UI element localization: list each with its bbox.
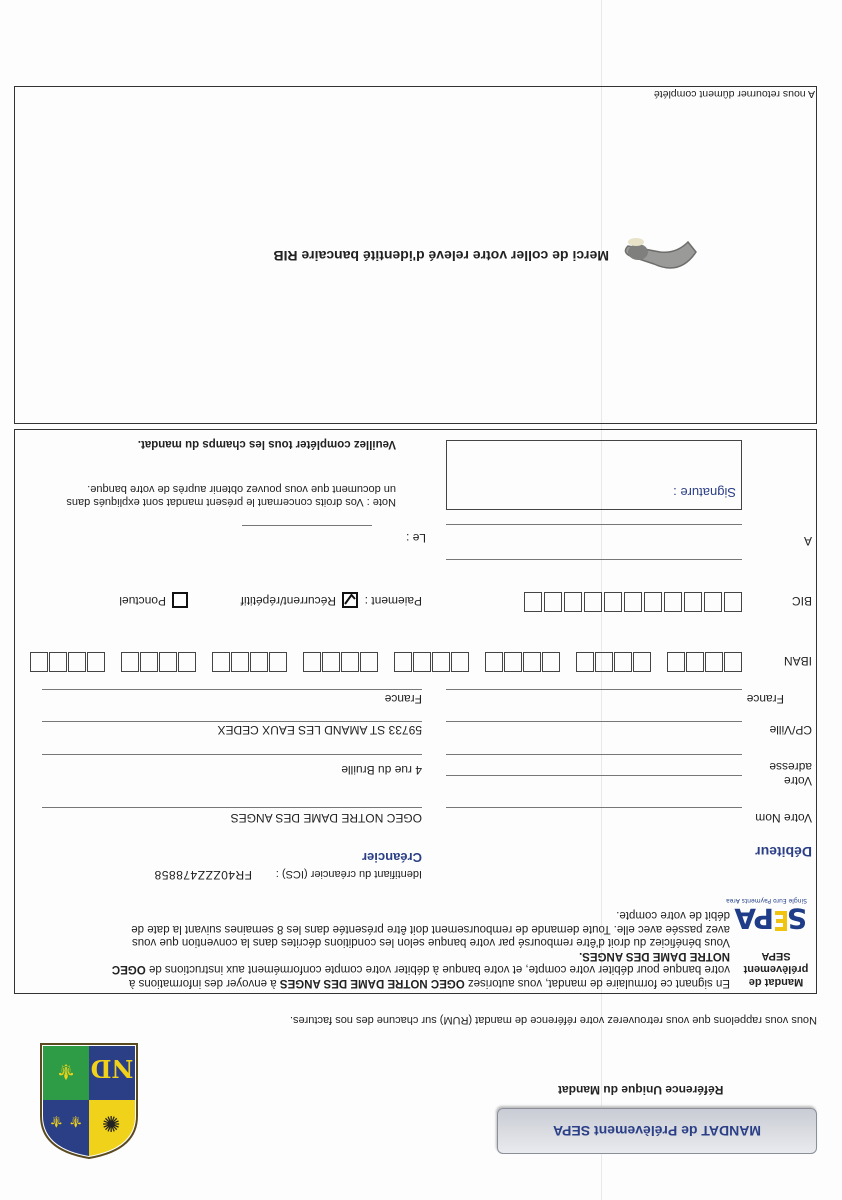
place-field[interactable]: [446, 559, 742, 560]
creditor-heading: Créancier: [362, 850, 422, 865]
name-label: Votre Nom: [755, 811, 812, 825]
paperclip-icon: [620, 229, 700, 282]
iban-label: IBAN: [783, 654, 812, 668]
one-off-label: Ponctuel: [119, 594, 166, 608]
creditor-country: France: [384, 692, 422, 706]
place-label: A: [803, 534, 812, 548]
ics-value: FR40ZZZ478858: [154, 868, 252, 882]
title-box: [497, 1108, 817, 1154]
place-field-2[interactable]: [446, 524, 742, 525]
bic-label: BIC: [791, 594, 812, 608]
divider: [42, 721, 422, 722]
recurring-label: Récurrent/répétitif: [240, 594, 336, 608]
mandate-label-line: Mandat de: [748, 976, 804, 988]
bic-input[interactable]: [512, 590, 742, 612]
divider: [42, 807, 422, 808]
creditor-city: 59733 ST AMAND LES EAUX CEDEX: [217, 723, 422, 737]
signature-label: Signature :: [673, 485, 736, 500]
ics-label: Identifiant du créancier (ICS) :: [275, 868, 422, 880]
legal-part: En signant ce formulaire de mandat, vous autorisez: [464, 977, 730, 989]
country-field[interactable]: [446, 689, 742, 690]
complete-all-notice: Veuillez compléter tous les champs du mandat.: [137, 438, 396, 450]
sepa-logo: [726, 892, 807, 937]
debtor-heading: Débiteur: [755, 844, 812, 860]
creditor-address: 4 rue du Bruille: [341, 763, 422, 777]
sepa-subtitle: Single Euro Payments Area: [726, 897, 807, 904]
recurring-checkbox[interactable]: [342, 592, 358, 608]
address-label-line: adresse: [769, 760, 812, 774]
mandate-label-line: prélèvement: [743, 963, 809, 975]
name-field[interactable]: [446, 807, 742, 808]
mandate-label-line: SEPA: [761, 950, 791, 962]
rum-label: Référence Unique du Mandat: [558, 1083, 724, 1097]
mandate-label: [735, 949, 817, 988]
creditor-name: OGEC NOTRE DAME DES ANGES: [230, 811, 422, 825]
date-field[interactable]: [242, 525, 372, 526]
address-label: [769, 760, 812, 788]
debtor-country: France: [746, 692, 784, 706]
svg-text:PA: PA: [734, 902, 774, 935]
legal-part: à envoyer des informations à votre banque pour débiter votre compte, et votre banque à débiter votre compte conformément aux instructions de: [128, 963, 730, 989]
school-logo: [37, 1037, 141, 1160]
address-field[interactable]: [446, 775, 742, 776]
city-label: CP/Ville: [769, 723, 812, 737]
payment-label: Paiement :: [364, 594, 422, 608]
legal-creditor-name: OGEC NOTRE DAME DES ANGES: [279, 977, 465, 989]
address-field-2[interactable]: [446, 754, 742, 755]
legal-refund-text: Vous bénéficiez du droit d'être remboursé par votre banque selon les conditions décrites dans la convention que vous avez passée avec elle. Toute demande de remboursement doit être présentée dans les 8 semaines suivant la date de débit de votre compte.: [131, 909, 730, 949]
check-icon: [344, 593, 356, 605]
svg-text:⚜: ⚜: [56, 1058, 76, 1083]
divider: [42, 754, 422, 755]
svg-text:S: S: [786, 902, 807, 935]
rights-note: Note : Vos droits concernant le présent mandat sont expliqués dans un document que vous pouvez obtenir auprès de votre banque.: [66, 483, 396, 508]
date-label: Le :: [405, 531, 426, 545]
svg-text:✺: ✺: [101, 1110, 121, 1135]
legal-creditor-name: OGEC NOTRE DAME DES ANGES.: [111, 950, 730, 976]
svg-text:ND: ND: [90, 1054, 134, 1083]
iban-input[interactable]: [22, 650, 742, 672]
one-off-checkbox[interactable]: [172, 592, 188, 608]
return-note: A nous retourner dûment complété: [653, 88, 815, 100]
page-title: MANDAT de Prélèvement SEPA: [553, 1123, 761, 1139]
address-label-line: Votre: [783, 774, 812, 788]
city-field[interactable]: [446, 721, 742, 722]
divider: [42, 689, 422, 690]
rib-instruction: Merci de coller votre relevé d'identité bancaire RIB: [273, 248, 609, 264]
svg-text:⚜ ⚜: ⚜ ⚜: [49, 1112, 83, 1131]
mandate-legal-text: [110, 908, 730, 989]
rum-reminder: Nous vous rappelons que vous retrouverez votre référence de mandat (RUM) sur chacune des nos factures.: [289, 1014, 817, 1026]
